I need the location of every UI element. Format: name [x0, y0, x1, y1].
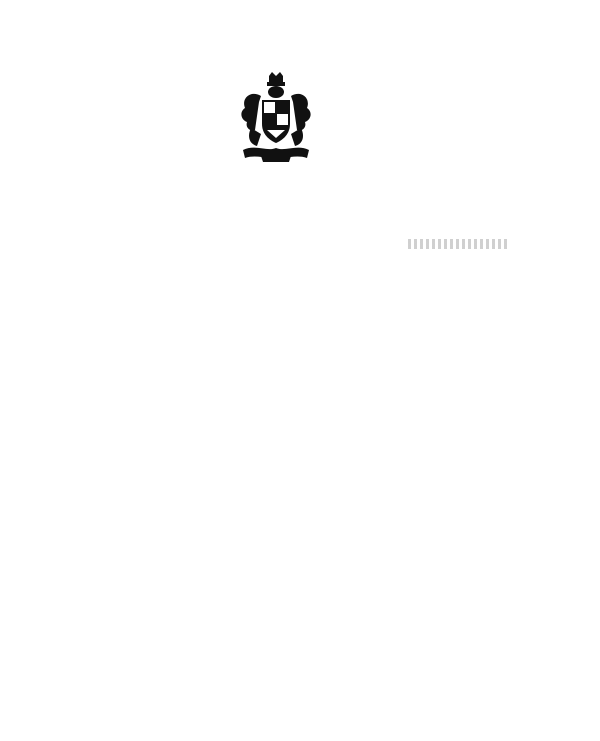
royal-coat-of-arms-icon	[231, 72, 321, 164]
print-smudge	[408, 239, 508, 249]
